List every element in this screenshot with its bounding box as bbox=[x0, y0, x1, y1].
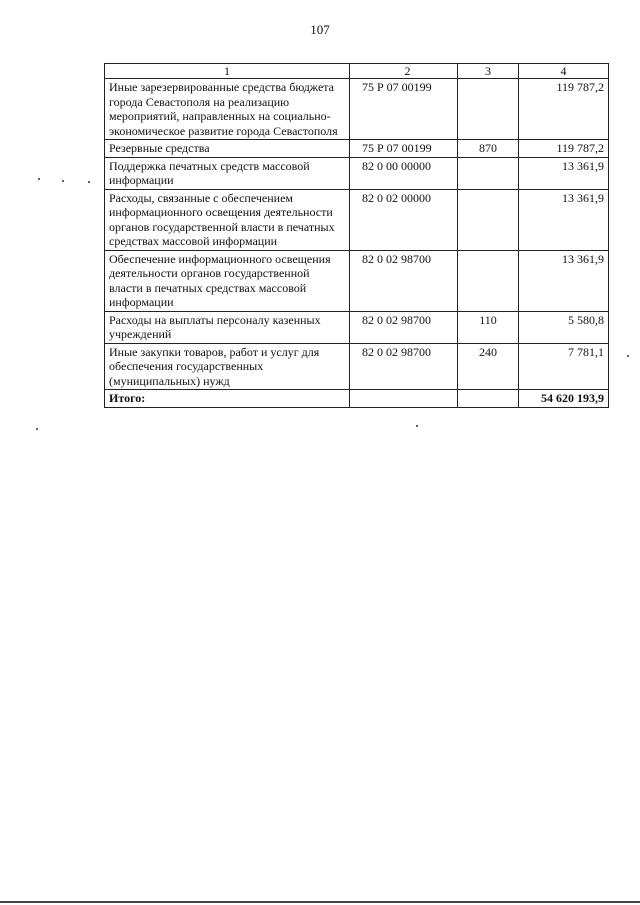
row-code: 75 Р 07 00199 bbox=[350, 140, 458, 158]
table-row bbox=[105, 311, 609, 343]
page-number: 107 bbox=[310, 22, 330, 37]
row-vr: 870 bbox=[458, 140, 519, 158]
table-row bbox=[105, 79, 609, 140]
row-vr bbox=[458, 250, 519, 311]
column-header-2: 2 bbox=[350, 64, 458, 79]
scan-speck bbox=[62, 180, 64, 182]
scan-speck bbox=[36, 428, 38, 430]
table-row bbox=[105, 189, 609, 250]
row-sum: 119 787,2 bbox=[519, 140, 609, 158]
scan-edge bbox=[0, 901, 640, 903]
row-name: Расходы на выплаты персоналу казенных учреждений bbox=[105, 311, 350, 343]
row-sum: 13 361,9 bbox=[519, 157, 609, 189]
total-label: Итого: bbox=[105, 390, 350, 408]
column-header-1: 1 bbox=[105, 64, 350, 79]
row-code: 82 0 02 98700 bbox=[350, 311, 458, 343]
row-code: 82 0 02 98700 bbox=[350, 343, 458, 390]
table-row bbox=[105, 250, 609, 311]
row-sum: 5 580,8 bbox=[519, 311, 609, 343]
row-code: 82 0 02 00000 bbox=[350, 189, 458, 250]
row-name: Обеспечение информационного освещения деятельности органов государственной власти в печатных средствах массовой информации bbox=[105, 250, 350, 311]
row-name: Поддержка печатных средств массовой информации bbox=[105, 157, 350, 189]
row-sum: 7 781,1 bbox=[519, 343, 609, 390]
row-name: Иные закупки товаров, работ и услуг для обеспечения государственных (муниципальных) нужд bbox=[105, 343, 350, 390]
total-row bbox=[105, 390, 609, 408]
total-sum: 54 620 193,9 bbox=[519, 390, 609, 408]
scan-speck bbox=[416, 425, 418, 427]
row-name: Резервные средства bbox=[105, 140, 350, 158]
row-name: Иные зарезервированные средства бюджета города Севастополя на реализацию мероприятий, направленных на социально-экономическое развитие города Севастополя bbox=[105, 79, 350, 140]
row-sum: 119 787,2 bbox=[519, 79, 609, 140]
total-code bbox=[350, 390, 458, 408]
row-code: 82 0 00 00000 bbox=[350, 157, 458, 189]
row-vr bbox=[458, 79, 519, 140]
budget-table bbox=[104, 63, 609, 408]
row-sum: 13 361,9 bbox=[519, 250, 609, 311]
row-vr bbox=[458, 157, 519, 189]
row-vr: 110 bbox=[458, 311, 519, 343]
scan-speck bbox=[38, 178, 40, 180]
table-row bbox=[105, 157, 609, 189]
total-vr bbox=[458, 390, 519, 408]
row-code: 82 0 02 98700 bbox=[350, 250, 458, 311]
row-name: Расходы, связанные с обеспечением информационного освещения деятельности органов государственной власти в печатных средствах массовой информации bbox=[105, 189, 350, 250]
table-header-row bbox=[105, 64, 609, 79]
column-header-4: 4 bbox=[519, 64, 609, 79]
table-row bbox=[105, 140, 609, 158]
row-vr bbox=[458, 189, 519, 250]
row-sum: 13 361,9 bbox=[519, 189, 609, 250]
column-header-3: 3 bbox=[458, 64, 519, 79]
row-code: 75 Р 07 00199 bbox=[350, 79, 458, 140]
scan-speck bbox=[88, 181, 90, 183]
scan-speck bbox=[627, 355, 629, 357]
table-row bbox=[105, 343, 609, 390]
row-vr: 240 bbox=[458, 343, 519, 390]
